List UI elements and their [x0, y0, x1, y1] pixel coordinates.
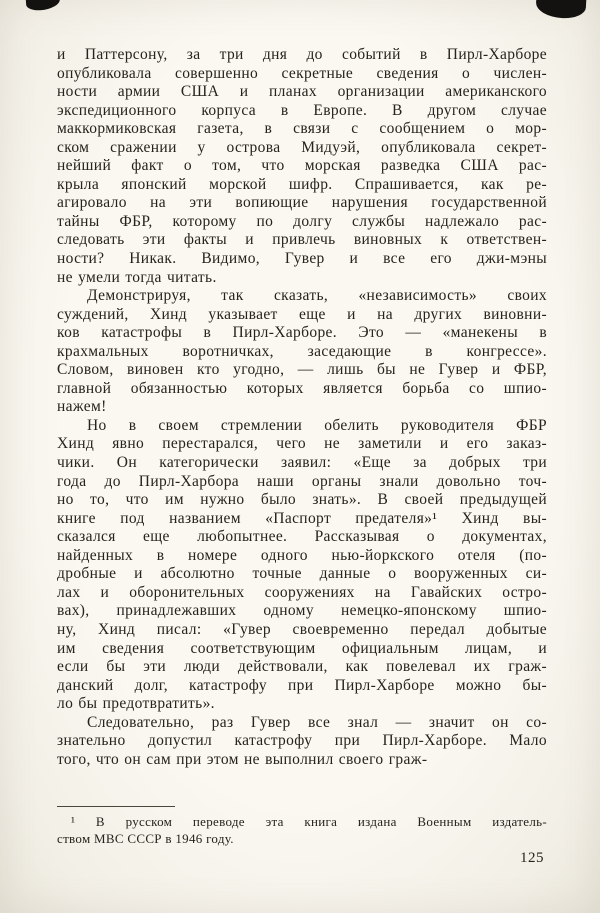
paragraph-2 [57, 287, 547, 417]
text-line: Словом, виновен кто угодно, — лишь бы не Гувер и ФБР, [57, 361, 547, 379]
text-line: крахмальных воротничках, заседающие в конгрессе». [57, 342, 547, 360]
text-line: опубликовала совершенно секретные сведения о числен- [57, 64, 547, 82]
page-number: 125 [520, 850, 544, 866]
footnote-block [57, 806, 547, 847]
text-line: агировало на эти вопиющие нарушения государственной [57, 194, 547, 212]
text-line: вах), принадлежавших одному немецко-японскому шпио- [57, 602, 547, 620]
text-line: ло бы предотвратить». [57, 695, 215, 713]
footnote-separator [57, 806, 175, 807]
paragraph-4 [57, 714, 547, 770]
text-line: Демонстрируя, так сказать, «независимость» своих [87, 287, 547, 305]
text-line: маккормиковская газета, в связи с сообщением о мор- [57, 120, 547, 138]
text-line: экспедиционного корпуса в Европе. В другом случае [57, 101, 547, 119]
scan-artifact-top-right [535, 0, 586, 19]
text-line: Следовательно, раз Гувер все знал — значит он со- [87, 713, 547, 731]
text-line: ством МВС СССР в 1946 году. [57, 830, 234, 846]
text-line: тайны ФБР, которому по долгу службы надлежало рас- [57, 212, 547, 230]
text-line: ков катастрофы в Пирл-Харборе. Это — «манекены в [57, 324, 547, 342]
text-line: им сведения соответствующим официальным лицам, и [57, 639, 547, 657]
text-line: знательно допустил катастрофу при Пирл-Харборе. Мало [57, 732, 547, 750]
text-line: ности? Никак. Видимо, Гувер и все его джи-мэны [57, 250, 547, 268]
text-line: суждений, Хинд указывает еще и на других виновни- [57, 305, 547, 323]
text-line: Хинд явно перестарался, чего не заметили и его заказ- [57, 435, 547, 453]
text-line: книге под названием «Паспорт предателя»¹ Хинд вы- [57, 509, 547, 527]
text-line: ну, Хинд писал: «Гувер своевременно передал добытые [57, 620, 547, 638]
text-line: и Паттерсону, за три дня до событий в Пирл-Харборе [57, 46, 547, 63]
text-line: ском сражении у острова Мидуэй, опубликовала секрет- [57, 138, 547, 156]
text-line: дробные и абсолютно точные данные о вооруженных си- [57, 565, 547, 583]
main-text-block [57, 46, 547, 769]
text-line: данский долг, катастрофу при Пирл-Харборе можно бы- [57, 676, 547, 694]
text-line: года до Пирл-Харбора наши органы знали довольно точ- [57, 472, 547, 490]
text-line: не умели тогда читать. [57, 268, 217, 286]
text-line: нажем! [57, 398, 107, 416]
text-line: найденных в номере одного нью-йоркского отеля (по- [57, 546, 547, 564]
text-line: ¹ В русском переводе эта книга издана Военным издатель- [71, 814, 547, 829]
text-line: чики. Он категорически заявил: «Еще за добрых три [57, 454, 547, 472]
text-line: сказался еще любопытнее. Рассказывая о документах, [57, 528, 547, 546]
paragraph-3 [57, 417, 547, 714]
text-line: если бы эти люди действовали, как повелевал их граж- [57, 658, 547, 676]
scan-artifact-top-left [25, 0, 60, 11]
paragraph-1 [57, 46, 547, 287]
text-line: ности армии США и планах организации американского [57, 83, 547, 101]
text-line: следовать эти факты и привлечь виновных к ответствен- [57, 231, 547, 249]
text-line: но то, что им нужно было знать». В своей предыдущей [57, 491, 547, 509]
text-line: крыла японский морской шифр. Спрашивается, как ре- [57, 175, 547, 193]
text-line: Но в своем стремлении обелить руководителя ФБР [87, 416, 547, 434]
text-line: того, что он сам при этом не выполнил своего граж- [57, 750, 428, 768]
text-line: лах и оборонительных сооружениях на Гавайских остро- [57, 583, 547, 601]
text-line: нейший факт о том, что морская разведка США рас- [57, 157, 547, 175]
footnote-text [57, 814, 547, 847]
text-line: главной обязанностью которых является борьба со шпио- [57, 379, 547, 397]
